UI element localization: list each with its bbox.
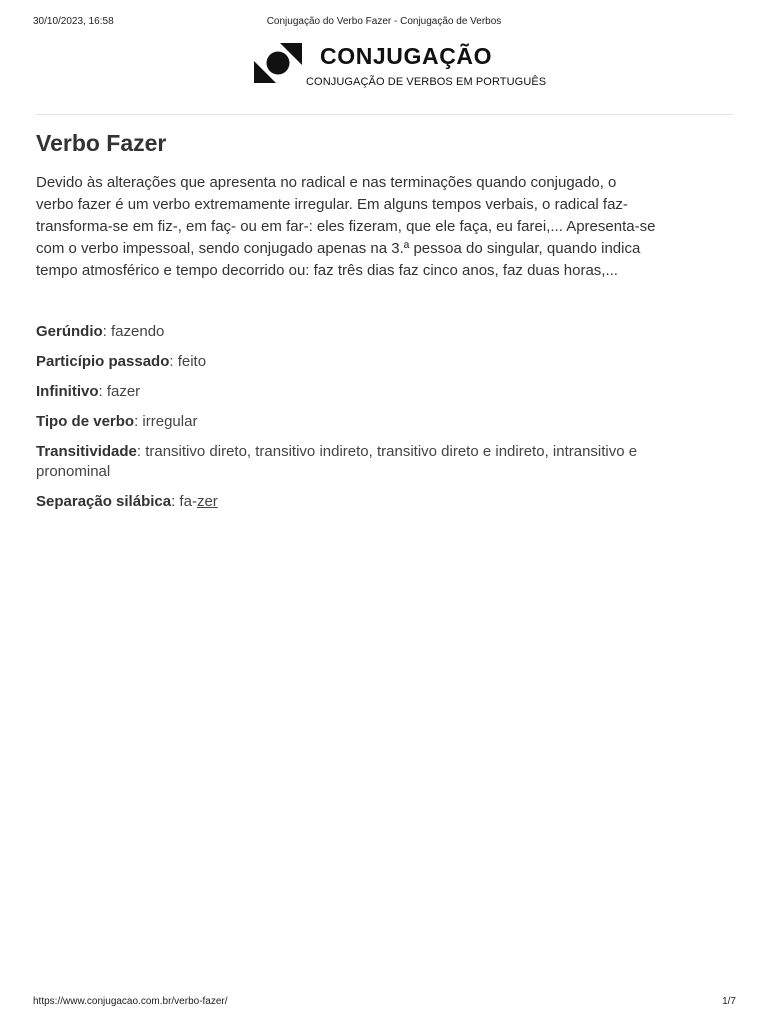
header-divider xyxy=(36,114,733,115)
fact-gerund-value: : fazendo xyxy=(102,323,165,340)
fact-verb-type-value: : irregular xyxy=(134,413,198,430)
fact-gerund xyxy=(36,322,666,342)
print-footer xyxy=(0,996,768,1010)
fact-participle-value: : feito xyxy=(169,353,207,370)
fact-syllables xyxy=(36,492,666,512)
fact-transitivity-value: : transitivo direto, transitivo indireto, transitivo direto e indireto, intransitivo e pronominal xyxy=(36,443,638,480)
fact-infinitive-label: Infinitivo xyxy=(36,383,99,400)
fact-transitivity-label: Transitividade xyxy=(36,443,137,460)
conjugacao-logo-icon[interactable] xyxy=(254,43,302,83)
fact-participle-label: Particípio passado xyxy=(36,353,170,370)
fact-verb-type-label: Tipo de verbo xyxy=(36,413,135,430)
page-title: Verbo Fazer xyxy=(36,130,167,156)
fact-participle xyxy=(36,352,666,372)
fact-gerund-label: Gerúndio xyxy=(36,323,103,340)
print-page-number: 1/7 xyxy=(722,996,736,1007)
site-brand[interactable] xyxy=(0,42,768,102)
print-date: 30/10/2023, 16:58 xyxy=(33,16,114,27)
print-header xyxy=(0,16,768,30)
print-url: https://www.conjugacao.com.br/verbo-fazer/ xyxy=(33,996,228,1007)
fact-infinitive-value: : fazer xyxy=(98,383,141,400)
fact-syllables-prefix: : fa- xyxy=(171,493,197,510)
site-name[interactable]: CONJUGAÇÃO xyxy=(320,43,493,69)
print-document-title: Conjugação do Verbo Fazer - Conjugação de Verbos xyxy=(266,16,502,27)
verb-description: Devido às alterações que apresenta no radical e nas terminações quando conjugado, o verbo fazer é um verbo extremamente irregular. Em alguns tempos verbais, o radical faz- transforma-se em fiz-, em faç- ou em far-: eles fizeram, que ele faça, eu farei,... Apresenta-se com o verbo impessoal, sendo conjugado apenas na 3.ª pessoa do singular, quando indica tempo atmosférico e tempo decorrido ou: faz três dias faz cinco anos, faz duas horas,... xyxy=(36,174,656,279)
fact-verb-type xyxy=(36,412,666,432)
fact-syllables-stressed: zer xyxy=(196,493,218,510)
fact-syllables-label: Separação silábica xyxy=(36,493,172,510)
verb-facts-list xyxy=(36,322,666,512)
fact-infinitive xyxy=(36,382,666,402)
fact-transitivity xyxy=(36,442,666,482)
site-tagline: CONJUGAÇÃO DE VERBOS EM PORTUGUÊS xyxy=(306,76,547,88)
